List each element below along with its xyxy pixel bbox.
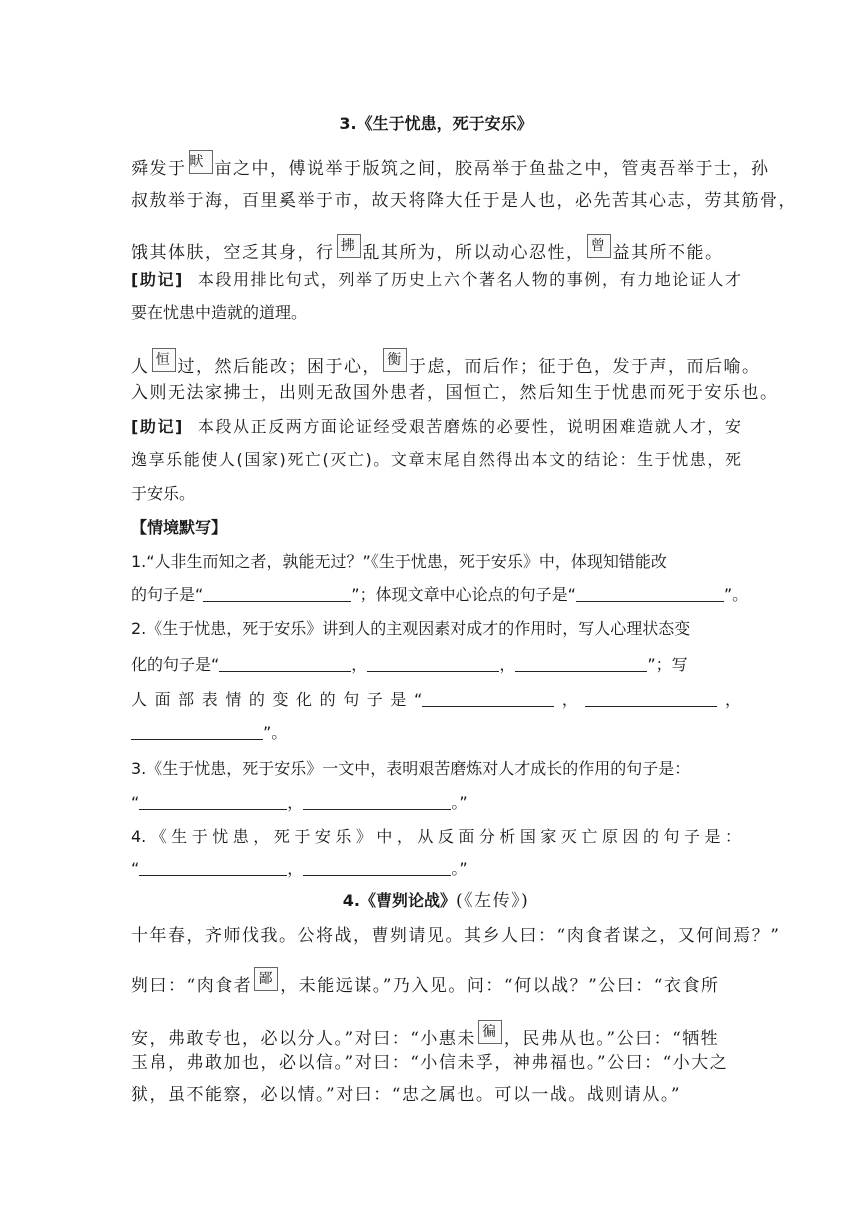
answer-blank[interactable] [139, 795, 287, 810]
text-run: 玉帛，弗敢加也，必以信。”对曰：“小信未孚，神弗福也。”公曰：“小大之 [131, 1053, 729, 1073]
question-1-line-1 [131, 551, 741, 573]
text-run: 安，弗敢专也，必以分人。”对曰：“小惠未 [131, 1029, 476, 1049]
passage-3-line-2 [131, 967, 741, 997]
question-1-line-2 [131, 584, 749, 606]
text-run: 要在忧患中造就的道理。 [131, 303, 308, 322]
answer-blank[interactable] [203, 587, 351, 602]
text-run: 于安乐。 [131, 484, 196, 503]
answer-blank[interactable] [576, 587, 724, 602]
text-run: 人 [131, 357, 150, 377]
text-run: ，民弗从也。”公曰：“牺牲 [503, 1029, 720, 1049]
section-3-title [131, 113, 741, 135]
text-run: 舜发于 [131, 159, 187, 179]
glossed-char-box: 鄙 [254, 967, 278, 991]
text-run: 。” [451, 793, 468, 812]
text-run: “ [131, 859, 140, 878]
text-run: 刿曰：“肉食者 [131, 976, 253, 996]
question-2-line-4 [131, 722, 741, 744]
text-run: 化的句子是“ [131, 655, 220, 674]
text-run: 叔敖举于海，百里奚举于市，故天将降大任于是人也，必先苦其心志，劳其筋骨， [131, 191, 797, 211]
memo-tag: [助记] [131, 270, 183, 289]
answer-blank[interactable] [139, 861, 287, 876]
answer-blank[interactable] [367, 657, 499, 672]
answer-blank[interactable] [131, 725, 263, 740]
answer-blank[interactable] [422, 692, 554, 707]
glossed-char-box: 曾 [587, 234, 611, 258]
question-2-line-2 [131, 654, 741, 676]
text-run: ， [554, 690, 586, 709]
passage-3-line-1 [131, 925, 781, 947]
text-run: 3.《生于忧患，死于安乐》一文中，表明艰苦磨炼对人才成长的作用的句子是： [131, 759, 691, 778]
exercise-heading [131, 517, 741, 539]
glossed-char-box: 拂 [337, 234, 361, 258]
note-1-line-2 [131, 302, 741, 324]
section-3-title-text: 3.《生于忧患，死于安乐》 [339, 114, 533, 133]
text-run: ， [717, 690, 741, 709]
answer-blank[interactable] [303, 861, 451, 876]
section-4-title [131, 890, 741, 912]
note-1-line-1 [131, 269, 741, 291]
text-run: 过，然后能改；困于心， [177, 357, 381, 377]
passage-3-line-4 [131, 1052, 741, 1074]
passage-2-line-1 [131, 348, 761, 378]
text-run: ， [287, 859, 304, 878]
text-run: 本段用排比句式，列举了历史上六个著名人物的事例，有力地论证人才 [196, 270, 741, 289]
text-run: ”；体现文章中心论点的句子是“ [351, 585, 576, 604]
answer-blank[interactable] [585, 692, 717, 707]
memo-tag: [助记] [131, 417, 183, 436]
text-run: ， [351, 655, 368, 674]
text-run: ”；写 [647, 655, 688, 674]
answer-blank[interactable] [219, 657, 351, 672]
text-run: 2.《生于忧患，死于安乐》讲到人的主观因素对成才的作用时，写人心理状态变 [131, 619, 691, 638]
glossed-char-box: 畎 [189, 150, 213, 174]
note-2-line-1 [131, 416, 741, 438]
answer-blank[interactable] [515, 657, 647, 672]
text-run: 十年春，齐师伐我。公将战，曹刿请见。其乡人曰：“肉食者谋之，又何间焉？” [131, 926, 781, 946]
text-run: ”。 [263, 723, 288, 742]
section-4-source: (《左传》) [455, 891, 530, 911]
text-run: 本段从正反两方面论证经受艰苦磨炼的必要性，说明困难造就人才，安 [196, 417, 741, 436]
question-3-line-1 [131, 758, 741, 780]
text-run: 亩之中，傅说举于版筑之间，胶鬲举于鱼盐之中，管夷吾举于士，孙 [214, 159, 770, 179]
note-2-line-3 [131, 483, 741, 505]
text-run: ”。 [723, 585, 749, 604]
glossed-char-box: 衡 [383, 348, 407, 372]
text-run: ， [499, 655, 516, 674]
text-run: 1.“人非生而知之者，孰能无过？”《生于忧患，死于安乐》中，体现知错能改 [131, 552, 667, 571]
text-run: 益其所不能。 [612, 243, 724, 263]
passage-3-line-5 [131, 1084, 741, 1106]
passage-2-line-2 [131, 382, 779, 404]
text-run: ，未能远谋。”乃入见。问：“何以战？”公曰：“衣食所 [280, 976, 720, 996]
text-run: “ [131, 793, 140, 812]
passage-1-line-2 [131, 190, 797, 212]
text-run: 4.《生于忧患，死于安乐》中，从反面分析国家灭亡原因的句子是： [131, 827, 741, 846]
text-run: 入则无法家拂士，出则无敌国外患者，国恒亡，然后知生于忧患而死于安乐也。 [131, 383, 779, 403]
passage-3-line-3 [131, 1020, 741, 1050]
answer-blank[interactable] [303, 795, 451, 810]
question-3-line-2 [131, 792, 741, 814]
text-run: 乱其所为，所以动心忍性， [362, 243, 585, 263]
text-run: 。” [451, 859, 468, 878]
question-4-line-2 [131, 858, 741, 880]
text-run: 于虑，而后作；征于色，发于声，而后喻。 [409, 357, 761, 377]
glossed-char-box: 恒 [152, 348, 176, 372]
passage-1-line-3 [131, 234, 741, 264]
note-2-line-2 [131, 449, 741, 471]
text-run: 的句子是“ [131, 585, 204, 604]
section-4-title-text: 4.《曹刿论战》 [342, 891, 456, 910]
text-run: ， [287, 793, 304, 812]
text-run: 逸享乐能使人(国家)死亡(灭亡)。文章末尾自然得出本文的结论：生于忧患，死 [131, 450, 741, 469]
question-2-line-1 [131, 618, 741, 640]
text-run: 饿其体肤，空乏其身，行 [131, 243, 335, 263]
passage-1-line-1 [131, 150, 770, 180]
question-4-line-1 [131, 826, 741, 848]
question-2-line-3 [131, 689, 741, 711]
glossed-char-box: 徧 [478, 1020, 502, 1044]
text-run: 狱，虽不能察，必以情。”对曰：“忠之属也。可以一战。战则请从。” [131, 1085, 682, 1105]
exercise-heading-text: 【情境默写】 [131, 518, 228, 537]
text-run: 人面部表情的变化的句子是“ [131, 690, 423, 709]
